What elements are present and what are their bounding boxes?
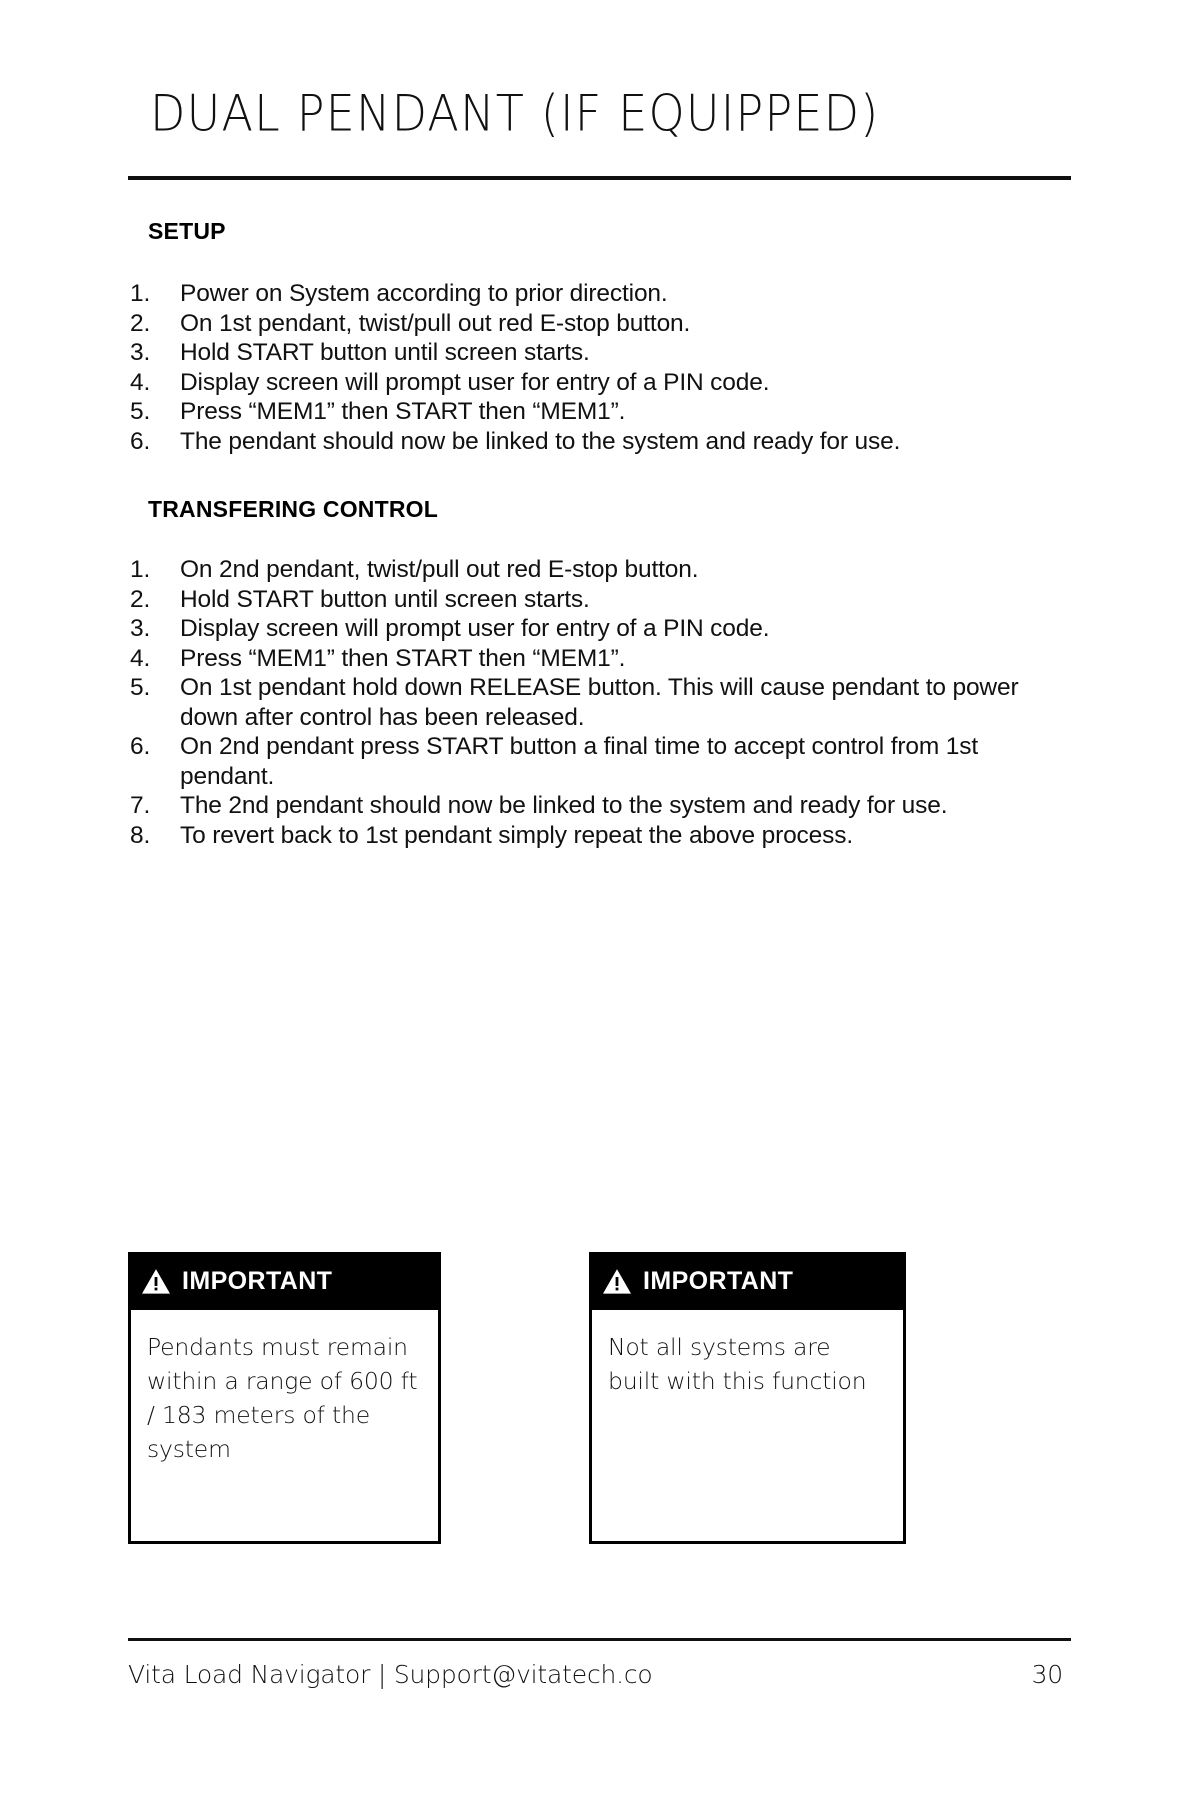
spacer [128,523,1078,555]
list-item: Hold START button until screen starts. [180,339,590,366]
transfering-control-steps-list [128,555,1078,850]
callout-header [589,1252,906,1310]
callout-boxes [128,1252,1078,1552]
callout-title: IMPORTANT [182,1266,333,1295]
list-item: On 1st pendant, twist/pull out red E-stop button. [180,309,691,337]
callout-header [128,1252,441,1310]
list-item: The 2nd pendant should now be linked to the system and ready for use. [180,792,948,819]
footer-page-number: 30 [1031,1660,1063,1689]
title-divider [128,176,1071,180]
callout-box-range [128,1252,441,1544]
list-item: The pendant should now be linked to the system and ready for use. [180,427,901,455]
list-item: To revert back to 1st pendant simply repeat the above process. [180,821,853,849]
callout-box-availability [589,1252,906,1544]
warning-triangle-icon [141,1268,171,1295]
list-item: On 1st pendant hold down RELEASE button. This will cause pendant to power down after control has been released. [180,674,1019,731]
spacer [128,456,1078,496]
setup-steps-list [128,279,1078,456]
page-content [128,218,1078,850]
warning-triangle-icon [602,1268,632,1295]
list-item: On 2nd pendant, twist/pull out red E-stop button. [180,556,699,583]
section-heading-setup: SETUP [148,218,226,244]
page-title: DUAL PENDANT (IF EQUIPPED) [150,84,880,143]
list-item: Display screen will prompt user for entry of a PIN code. [180,368,770,396]
list-item: Power on System according to prior direction. [180,280,668,307]
callout-body: Pendants must remain within a range of 600 ft / 183 meters of the system [147,1333,418,1463]
list-item: On 2nd pendant press START button a final time to accept control from 1st pendant. [180,733,978,790]
list-item: Hold START button until screen starts. [180,585,590,613]
callout-body: Not all systems are built with this function [608,1333,867,1395]
footer-text: Vita Load Navigator | Support@vitatech.co [128,1660,653,1689]
footer-divider [128,1638,1071,1641]
list-item: Press “MEM1” then START then “MEM1”. [180,644,626,672]
section-heading-transfering-control: TRANSFERING CONTROL [148,496,439,522]
page-footer [128,1660,1071,1689]
list-item: Press “MEM1” then START then “MEM1”. [180,398,626,425]
list-item: Display screen will prompt user for entry of a PIN code. [180,615,770,642]
callout-title: IMPORTANT [643,1266,794,1295]
